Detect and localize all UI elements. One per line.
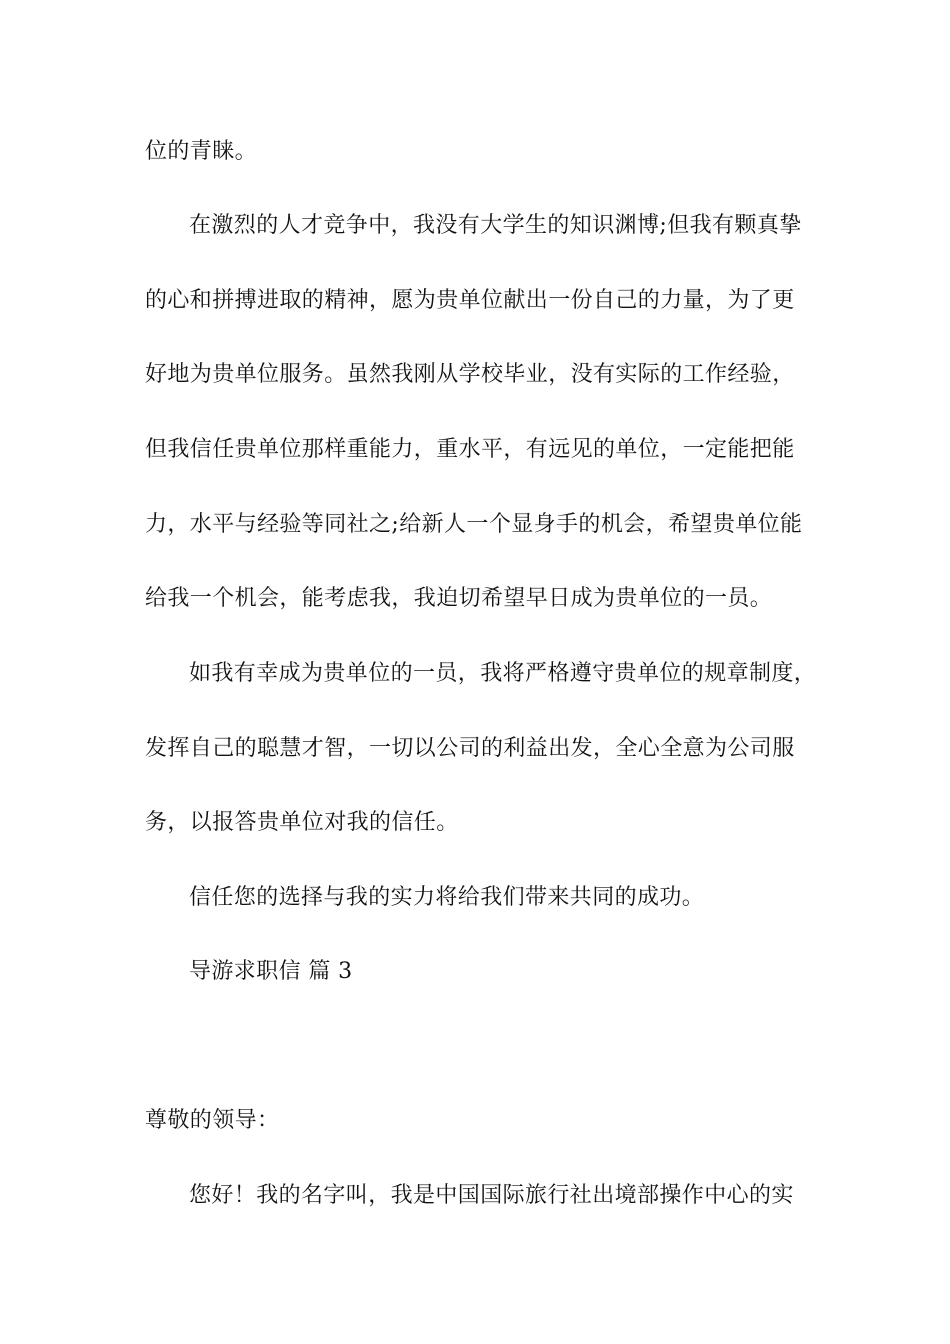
- salutation: 尊敬的领导：: [145, 1108, 280, 1133]
- text-line: 的心和拼搏进取的精神，愿为贵单位献出一份自己的力量，为了更: [145, 288, 795, 313]
- paragraph-first-line: 在激烈的人才竞争中，我没有大学生的知识渊博;但我有颗真挚: [189, 213, 802, 238]
- text-line: 位的青睐。: [145, 139, 258, 164]
- text-line: 但我信任贵单位那样重能力，重水平，有远见的单位，一定能把能: [145, 437, 795, 462]
- section-heading: 导游求职信 篇 3: [189, 959, 353, 984]
- text-line: 务，以报答贵单位对我的信任。: [145, 810, 459, 835]
- text-line: 发挥自己的聪慧才智，一切以公司的利益出发，全心全意为公司服: [145, 736, 795, 761]
- paragraph-first-line: 如我有幸成为贵单位的一员，我将严格遵守贵单位的规章制度，: [189, 661, 817, 686]
- text-line: 给我一个机会，能考虑我，我迫切希望早日成为贵单位的一员。: [145, 586, 773, 611]
- paragraph-first-line: 您好！我的名字叫，我是中国国际旅行社出境部操作中心的实: [189, 1183, 794, 1208]
- text-line: 力，水平与经验等同社之;给新人一个显身手的机会，希望贵单位能: [145, 512, 803, 537]
- text-line: 好地为贵单位服务。虽然我刚从学校毕业，没有实际的工作经验，: [145, 362, 795, 387]
- paragraph-first-line: 信任您的选择与我的实力将给我们带来共同的成功。: [189, 885, 705, 910]
